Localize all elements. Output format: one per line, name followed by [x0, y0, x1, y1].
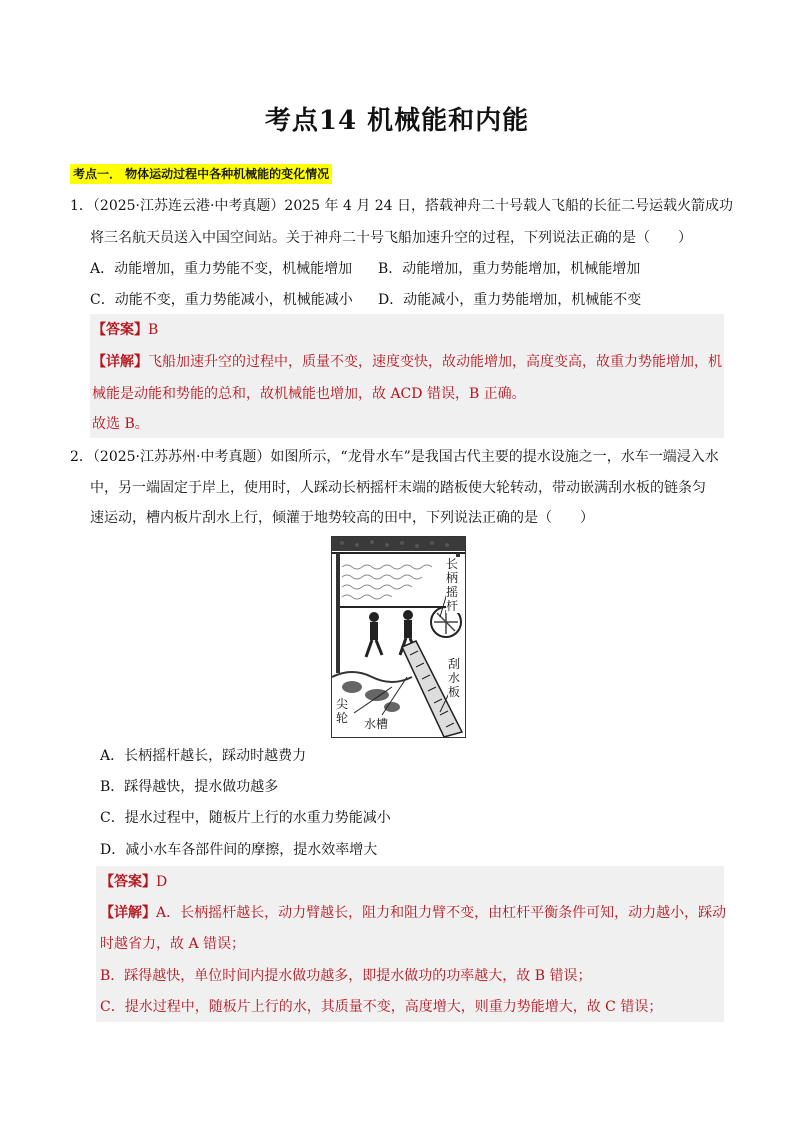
q1-stem-line-1: 1．（2025·江苏连云港·中考真题）2025 年 4 月 24 日，搭载神舟二十号载人飞船的长征二号运载火箭成功 [70, 198, 734, 214]
detail-tag: 【详解】 [100, 905, 156, 921]
q2-detail-b: B．踩得越快，单位时间内提水做功越多，即提水做功的功率越大，故 B 错误； [100, 968, 592, 984]
q1-answer-box [90, 314, 724, 438]
q1-option-b: B．动能增加，重力势能增加，机械能增加 [378, 261, 641, 277]
detail-text: 飞船加速升空的过程中，质量不变，速度变快，故动能增加，高度变高，故重力势能增加，机 [148, 354, 722, 370]
q2-option-a: A．长柄摇杆越长，踩动时越费力 [100, 748, 307, 764]
figure-label-wheel: 尖轮 [336, 697, 349, 725]
q1-option-c: C．动能不变，重力势能减小，机械能减小 [90, 292, 353, 308]
q2-option-b: B．踩得越快，提水做功越多 [100, 779, 279, 795]
answer-tag: 【答案】 [100, 874, 156, 890]
q2-stem-line-3: 速运动，槽内板片刮水上行，倾灌于地势较高的田中，下列说法正确的是（ ） [90, 510, 594, 526]
q1-answer [92, 320, 158, 340]
answer-value: B [148, 322, 159, 338]
q2-stem-line-1: 2．（2025·江苏苏州·中考真题）如图所示，“龙骨水车”是我国古代主要的提水设施之一，水车一端浸入水 [70, 449, 719, 465]
figure-label-handle: 长柄摇杆 [446, 557, 459, 613]
q2-option-d: D．减小水车各部件间的摩擦，提水效率增大 [100, 842, 378, 858]
q2-option-c: C．提水过程中，随板片上行的水重力势能减小 [100, 810, 391, 826]
figure-label-trough: 水槽 [364, 717, 389, 731]
q1-option-a: A．动能增加，重力势能不变，机械能增加 [90, 261, 353, 277]
q1-conclusion: 故选 B。 [92, 416, 149, 432]
q1-stem-line-2: 将三名航天员送入中国空间站。关于神舟二十号飞船加速升空的过程，下列说法正确的是（ ） [90, 230, 692, 246]
q2-detail-c: C．提水过程中，随板片上行的水，其质量不变，高度增大，则重力势能增大，故 C 错误； [100, 999, 663, 1015]
q1-detail-line-2: 械能是动能和势能的总和，故机械能也增加，故 ACD 错误，B 正确。 [92, 386, 526, 402]
detail-text: A．长柄摇杆越长，动力臂越长，阻力和阻力臂不变，由杠杆平衡条件可知，动力越小，踩动 [156, 905, 727, 921]
q1-option-d: D．动能减小，重力势能增加，机械能不变 [378, 292, 642, 308]
detail-tag: 【详解】 [92, 354, 148, 370]
page-title: 考点14 机械能和内能 [264, 106, 530, 136]
q2-stem-line-2: 中，另一端固定于岸上，使用时，人踩动长柄摇杆末端的踏板使大轮转动，带动嵌满刮水板的链条匀 [90, 480, 706, 496]
q1-detail-line-1 [92, 352, 722, 372]
figure-label-scraper: 刮水板 [448, 657, 461, 699]
section-heading: 考点一． 物体运动过程中各种机械能的变化情况 [70, 164, 332, 184]
q2-answer [100, 872, 167, 892]
answer-tag: 【答案】 [92, 322, 148, 338]
answer-value: D [156, 874, 168, 890]
q2-detail-a-line-1 [100, 903, 726, 923]
q2-detail-a-line-2: 时越省力，故 A 错误； [100, 936, 246, 952]
water-wheel-illustration [331, 536, 466, 738]
